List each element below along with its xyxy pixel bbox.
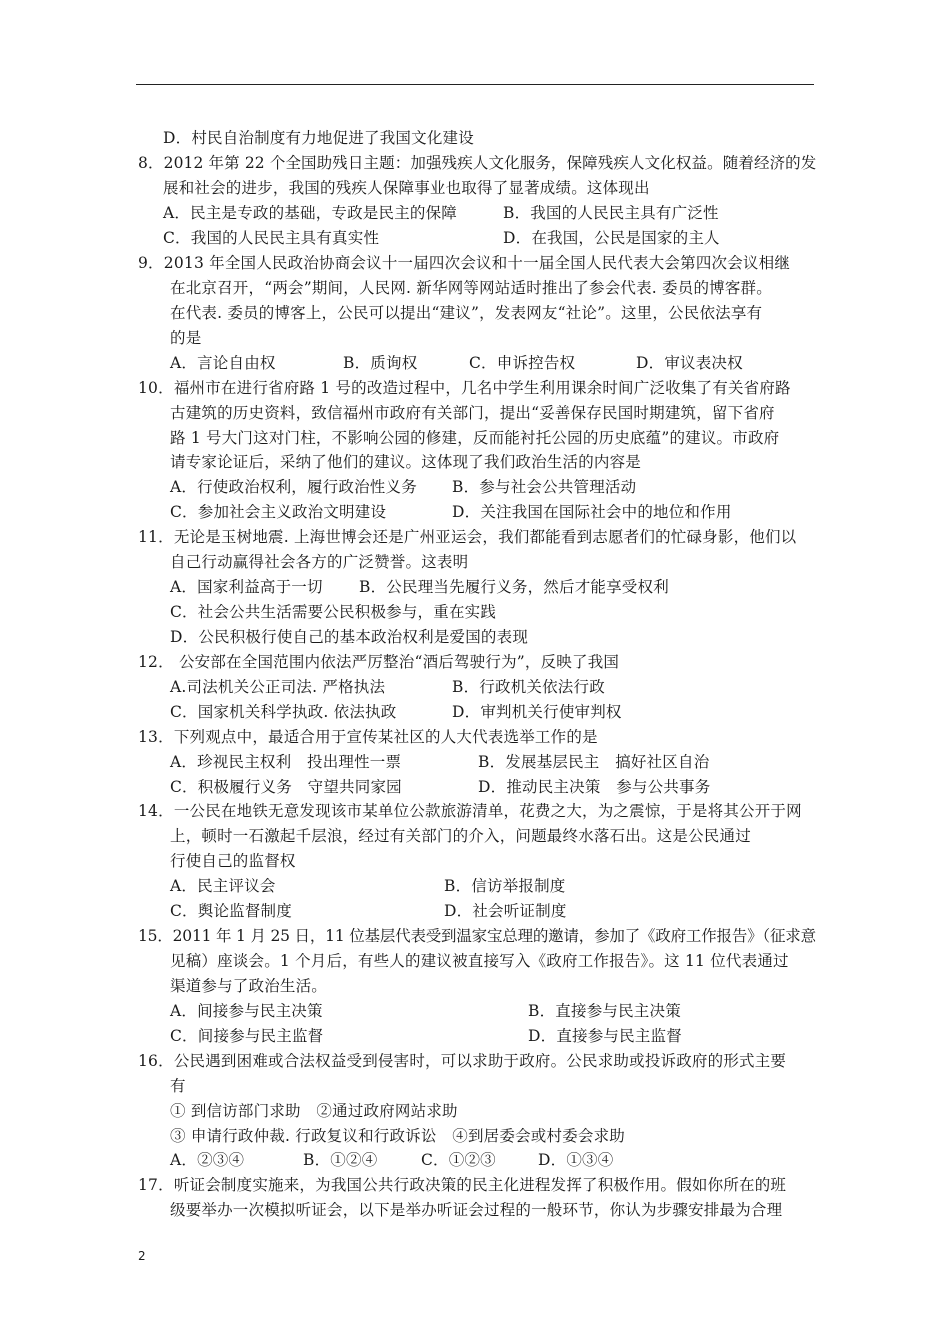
q11-option-c: C．社会公共生活需要公民积极参与，重在实践 (170, 603, 497, 621)
q15-stem-line2: 见稿）座谈会。1 个月后，有些人的建议被直接写入《政府工作报告》。这 11 位代表通过 (170, 952, 789, 970)
q17-stem-line2: 级要举办一次模拟听证会，以下是举办听证会过程的一般环节，你认为步骤安排最为合理 (170, 1201, 783, 1219)
q11-option-d: D．公民积极行使自己的基本政治权利是爱国的表现 (170, 628, 529, 646)
q16-stem-line2: 有 (170, 1077, 186, 1095)
q10-option-d: D．关注我国在国际社会中的地位和作用 (452, 503, 732, 521)
q7-option-d: D．村民自治制度有力地促进了我国文化建设 (163, 129, 474, 147)
q9-stem-line4: 的是 (170, 329, 202, 347)
q14-option-d: D．社会听证制度 (444, 902, 567, 920)
q14-stem-line3: 行使自己的监督权 (170, 852, 296, 870)
header-rule (136, 84, 814, 85)
q10-stem-line2: 古建筑的历史资料，致信福州市政府有关部门，提出“妥善保存民国时期建筑，留下省府 (170, 404, 775, 422)
q12-stem-line1: 12． 公安部在全国范围内依法严厉整治“酒后驾驶行为”，反映了我国 (138, 653, 620, 671)
q8-option-c: C．我国的人民民主具有真实性 (163, 229, 380, 247)
q9-option-c: C．申诉控告权 (469, 354, 576, 372)
q16-stem-line1: 16．公民遇到困难或合法权益受到侵害时，可以求助于政府。公民求助或投诉政府的形式主要 (138, 1052, 787, 1070)
q13-option-b: B．发展基层民主 搞好社区自治 (478, 753, 710, 771)
q10-option-c: C．参加社会主义政治文明建设 (170, 503, 387, 521)
q9-option-d: D．审议表决权 (636, 354, 743, 372)
q11-stem-line1: 11．无论是玉树地震. 上海世博会还是广州亚运会，我们都能看到志愿者们的忙碌身影，他们以 (138, 528, 797, 546)
q9-option-b: B．质询权 (343, 354, 418, 372)
q16-option-a: A．②③④ (170, 1151, 245, 1169)
q13-option-d: D．推动民主决策 参与公共事务 (478, 778, 711, 796)
q10-stem-line4: 请专家论证后，采纳了他们的建议。这体现了我们政治生活的内容是 (170, 453, 642, 471)
q12-option-c: C．国家机关科学执政. 依法执政 (170, 703, 397, 721)
q17-stem-line1: 17．听证会制度实施来，为我国公共行政决策的民主化进程发挥了积极作用。假如你所在的班 (138, 1176, 787, 1194)
q12-option-a: A.司法机关公正司法. 严格执法 (170, 678, 386, 696)
q9-stem-line3: 在代表. 委员的博客上，公民可以提出“建议”，发表网友“社论”。这里，公民依法享有 (170, 304, 763, 322)
q8-option-d: D．在我国，公民是国家的主人 (503, 229, 720, 247)
q14-stem-line1: 14．一公民在地铁无意发现该市某单位公款旅游清单，花费之大，为之震惊，于是将其公开于网 (138, 802, 802, 820)
q14-option-c: C．舆论监督制度 (170, 902, 292, 920)
page-number: 2 (138, 1249, 146, 1263)
q15-option-a: A．间接参与民主决策 (170, 1002, 323, 1020)
q10-stem-line1: 10．福州市在进行省府路 1 号的改造过程中，几名中学生利用课余时间广泛收集了有关省府路 (138, 379, 791, 397)
q11-stem-line2: 自己行动赢得社会各方的广泛赞誉。这表明 (170, 553, 469, 571)
q10-option-a: A．行使政治权利，履行政治性义务 (170, 478, 417, 496)
q8-option-b: B．我国的人民民主具有广泛性 (503, 204, 719, 222)
q14-stem-line2: 上，顿时一石激起千层浪，经过有关部门的介入，问题最终水落石出。这是公民通过 (170, 827, 751, 845)
q15-stem-line1: 15．2011 年 1 月 25 日，11 位基层代表受到温家宝总理的邀请，参加了《政府工作报告》（征求意 (138, 927, 816, 945)
q15-option-d: D．直接参与民主监督 (528, 1027, 682, 1045)
q16-items-line1: ① 到信访部门求助 ②通过政府网站求助 (170, 1102, 458, 1120)
q12-option-d: D．审判机关行使审判权 (452, 703, 622, 721)
q8-stem-line2: 展和社会的进步，我国的残疾人保障事业也取得了显著成绩。这体现出 (163, 179, 650, 197)
q15-stem-line3: 渠道参与了政治生活。 (170, 977, 328, 995)
q9-option-a: A．言论自由权 (170, 354, 276, 372)
q11-option-a: A．国家利益高于一切 (170, 578, 323, 596)
q13-option-a: A．珍视民主权利 投出理性一票 (170, 753, 402, 771)
q10-stem-line3: 路 1 号大门这对门柱，不影响公园的修建，反而能衬托公园的历史底蕴”的建议。市政府 (170, 429, 780, 447)
q10-option-b: B．参与社会公共管理活动 (452, 478, 637, 496)
q13-stem-line1: 13．下列观点中，最适合用于宣传某社区的人大代表选举工作的是 (138, 728, 598, 746)
q15-option-b: B．直接参与民主决策 (528, 1002, 681, 1020)
q13-option-c: C．积极履行义务 守望共同家园 (170, 778, 402, 796)
q15-option-c: C．间接参与民主监督 (170, 1027, 324, 1045)
q16-option-b: B．①②④ (303, 1151, 378, 1169)
q8-stem-line1: 8．2012 年第 22 个全国助残日主题：加强残疾人文化服务，保障残疾人文化权益。随着经济的发 (138, 154, 817, 172)
q14-option-b: B．信访举报制度 (444, 877, 566, 895)
q11-option-b: B．公民理当先履行义务，然后才能享受权利 (359, 578, 669, 596)
q16-items-line2: ③ 申请行政仲裁. 行政复议和行政诉讼 ④到居委会或村委会求助 (170, 1127, 625, 1145)
q16-option-c: C．①②③ (421, 1151, 496, 1169)
q12-option-b: B．行政机关依法行政 (452, 678, 605, 696)
q14-option-a: A．民主评议会 (170, 877, 276, 895)
q9-stem-line2: 在北京召开，“两会”期间，人民网. 新华网等网站适时推出了参会代表. 委员的博客群。 (170, 279, 772, 297)
q9-stem-line1: 9．2013 年全国人民政治协商会议十一届四次会议和十一届全国人民代表大会第四次会议相继 (138, 254, 791, 272)
q8-option-a: A．民主是专政的基础，专政是民主的保障 (163, 204, 457, 222)
q16-option-d: D．①③④ (538, 1151, 614, 1169)
